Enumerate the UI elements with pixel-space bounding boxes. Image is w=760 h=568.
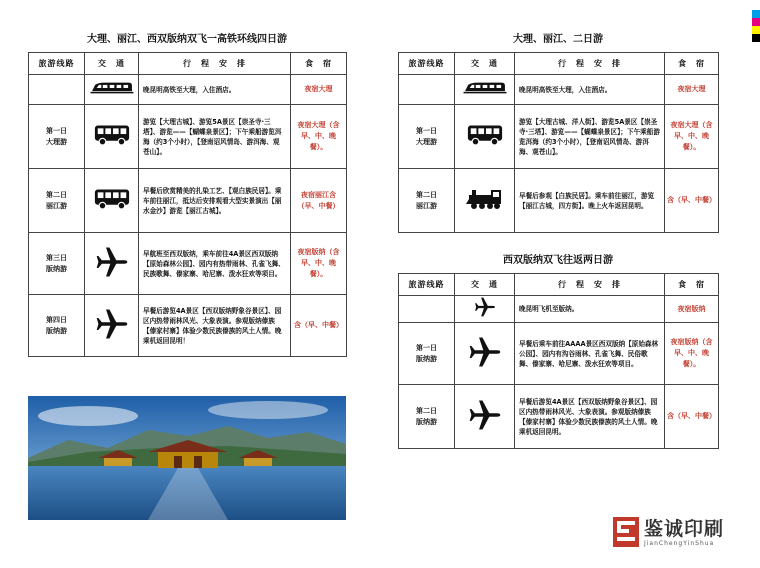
itinerary-cell: 晚昆明高铁至大理，入住酒店。 (139, 75, 291, 105)
day-label: 第三日 (46, 253, 67, 262)
day-label: 第一日 (416, 343, 437, 352)
transport-cell (455, 105, 515, 169)
left-tour-title: 大理、丽江、西双版纳双飞一高铁环线四日游 (87, 34, 287, 45)
right-itinerary-table-2 (398, 273, 719, 449)
cmyk-marks (752, 0, 760, 42)
meals-cell: 夜宿版纳（含早、中、晚餐）。 (291, 233, 347, 295)
itinerary-cell: 早餐后欣赏精美的扎染工艺、【观白族民居】。乘车前往丽江，抵达后安排观看大型实景演出【丽水金沙】游览【丽江古城】。 (139, 169, 291, 233)
route-label: 版纳游 (416, 417, 437, 426)
itinerary-cell: 游览【大理古城、洋人街】、游览5A景区【崇圣寺·三塔】、游览——【蝴蝶泉景区】；下午乘船游览洱海（约3个小时），【登南诏风情岛、游洱海、观苍山】。 (515, 105, 665, 169)
route-cell (29, 105, 85, 169)
route-label: 丽江游 (46, 201, 67, 210)
left-page (28, 28, 346, 357)
itinerary-cell: 早餐后游览4A景区【西双版纳野象谷景区】、园区内热带雨林风光、大象表演。参观版纳傣族【傣家村寨】体验少数民族傣族的风土人情。晚乘机返回昆明！ (139, 295, 291, 357)
table-header-row (29, 53, 347, 75)
transport-cell (85, 169, 139, 233)
header-route: 旅游线路 (399, 53, 455, 75)
table-row (29, 75, 347, 105)
header-itinerary: 行 程 安 排 (515, 53, 665, 75)
itinerary-cell: 早餐后乘车前往AAAA景区西双版纳【原始森林公园】、园内有沟谷雨林、孔雀飞舞、民俗歌舞、傣家寨、哈尼寨、泼水狂欢等项目。 (515, 323, 665, 385)
header-transport: 交 通 (85, 53, 139, 75)
table-row (399, 169, 719, 233)
day-label: 第二日 (416, 190, 437, 199)
table-row (399, 75, 719, 105)
header-transport: 交 通 (455, 274, 515, 296)
route-cell (399, 385, 455, 449)
header-itinerary: 行 程 安 排 (139, 53, 291, 75)
brand-mark-icon (612, 516, 640, 548)
itinerary-cell: 早航班至西双版纳，乘车前往4A景区西双版纳【原始森林公园】、园内有热带雨林、孔雀飞舞、民族歌舞、傣家寨、哈尼寨、泼水狂欢等项目。 (139, 233, 291, 295)
transport-cell (85, 233, 139, 295)
header-meals: 食 宿 (291, 53, 347, 75)
itinerary-cell: 晚昆明飞机至版纳。 (515, 296, 665, 323)
route-cell (399, 323, 455, 385)
route-cell (399, 105, 455, 169)
table-row (399, 385, 719, 449)
route-label: 丽江游 (416, 201, 437, 210)
itinerary-cell: 早餐后参观【白族民居】。乘车前往丽江，游览【丽江古城，四方街】。晚上火车返回昆明。 (515, 169, 665, 233)
right-tour-1-title: 大理、丽江、二日游 (513, 34, 603, 45)
temple-photo (28, 396, 346, 520)
day-label: 第二日 (46, 190, 67, 199)
header-itinerary: 行 程 安 排 (515, 274, 665, 296)
brand-name: 鉴诚印刷 (644, 518, 725, 540)
right-itinerary-table-1 (398, 52, 719, 233)
right-page (398, 28, 718, 449)
route-cell (29, 295, 85, 357)
itinerary-cell: 游览【大理古城】、游览5A景区【崇圣寺·三塔】、游览——【蝴蝶泉景区】；下午乘船游览洱海（约3个小时），【登南诏风情岛、游洱海、观苍山】。 (139, 105, 291, 169)
meals-cell: 夜宿大理（含早、中、晚餐）。 (291, 105, 347, 169)
itinerary-cell: 晚昆明高铁至大理，入住酒店。 (515, 75, 665, 105)
header-route: 旅游线路 (29, 53, 85, 75)
meals-cell: 夜宿版纳 (665, 296, 719, 323)
route-label: 大理游 (416, 137, 437, 146)
table-row (29, 105, 347, 169)
route-label: 版纳游 (46, 264, 67, 273)
table-row (29, 233, 347, 295)
meals-cell: 夜宿大理（含早、中、晚餐）。 (665, 105, 719, 169)
meals-cell: 夜宿大理 (665, 75, 719, 105)
route-cell (29, 169, 85, 233)
meals-cell: 含（早、中餐） (665, 169, 719, 233)
header-route: 旅游线路 (399, 274, 455, 296)
table-row (29, 295, 347, 357)
meals-cell: 夜宿大理 (291, 75, 347, 105)
transport-cell (85, 295, 139, 357)
transport-cell (455, 75, 515, 105)
right-tour-2-title: 西双版纳双飞往返两日游 (503, 255, 613, 266)
day-label: 第四日 (46, 315, 67, 324)
transport-cell (455, 169, 515, 233)
plane-icon (468, 398, 502, 432)
transport-cell (455, 296, 515, 323)
header-meals: 食 宿 (665, 53, 719, 75)
table-header-row (399, 274, 719, 296)
plane-icon (468, 335, 502, 369)
table-row (399, 323, 719, 385)
plane-icon (95, 245, 129, 279)
route-cell (399, 75, 455, 105)
bus-icon (93, 187, 131, 211)
route-label: 版纳游 (46, 326, 67, 335)
header-transport: 交 通 (455, 53, 515, 75)
meals-cell: 夜宿丽江含（早、中餐） (291, 169, 347, 233)
table-header-row (399, 53, 719, 75)
left-itinerary-table (28, 52, 347, 357)
day-label: 第一日 (416, 126, 437, 135)
plane-icon (470, 296, 500, 318)
train-icon (462, 79, 508, 97)
plane-icon (95, 307, 129, 341)
route-label: 大理游 (46, 137, 67, 146)
itinerary-cell: 早餐后游览4A景区【西双版纳野象谷景区】、园区内热带雨林风光、大象表演。参观版纳傣族【傣家村寨】体验少数民族傣族的风土人情。晚乘机返回昆明。 (515, 385, 665, 449)
meals-cell: 含（早、中餐） (665, 385, 719, 449)
transport-cell (455, 323, 515, 385)
locomotive-icon (465, 187, 505, 211)
table-row (399, 105, 719, 169)
table-row (29, 169, 347, 233)
route-label: 版纳游 (416, 354, 437, 363)
route-cell (399, 296, 455, 323)
train-icon (89, 79, 135, 97)
brand-pinyin: JianChengYinShua (644, 540, 715, 547)
route-cell (399, 169, 455, 233)
table-row (399, 296, 719, 323)
transport-cell (85, 105, 139, 169)
day-label: 第一日 (46, 126, 67, 135)
day-label: 第二日 (416, 406, 437, 415)
transport-cell (85, 75, 139, 105)
bus-icon (93, 123, 131, 147)
meals-cell: 夜宿版纳（含早、中、晚餐）。 (665, 323, 719, 385)
transport-cell (455, 385, 515, 449)
meals-cell: 含（早、中餐） (291, 295, 347, 357)
bus-icon (466, 123, 504, 147)
brand-logo (612, 514, 752, 554)
route-cell (29, 75, 85, 105)
route-cell (29, 233, 85, 295)
header-meals: 食 宿 (665, 274, 719, 296)
